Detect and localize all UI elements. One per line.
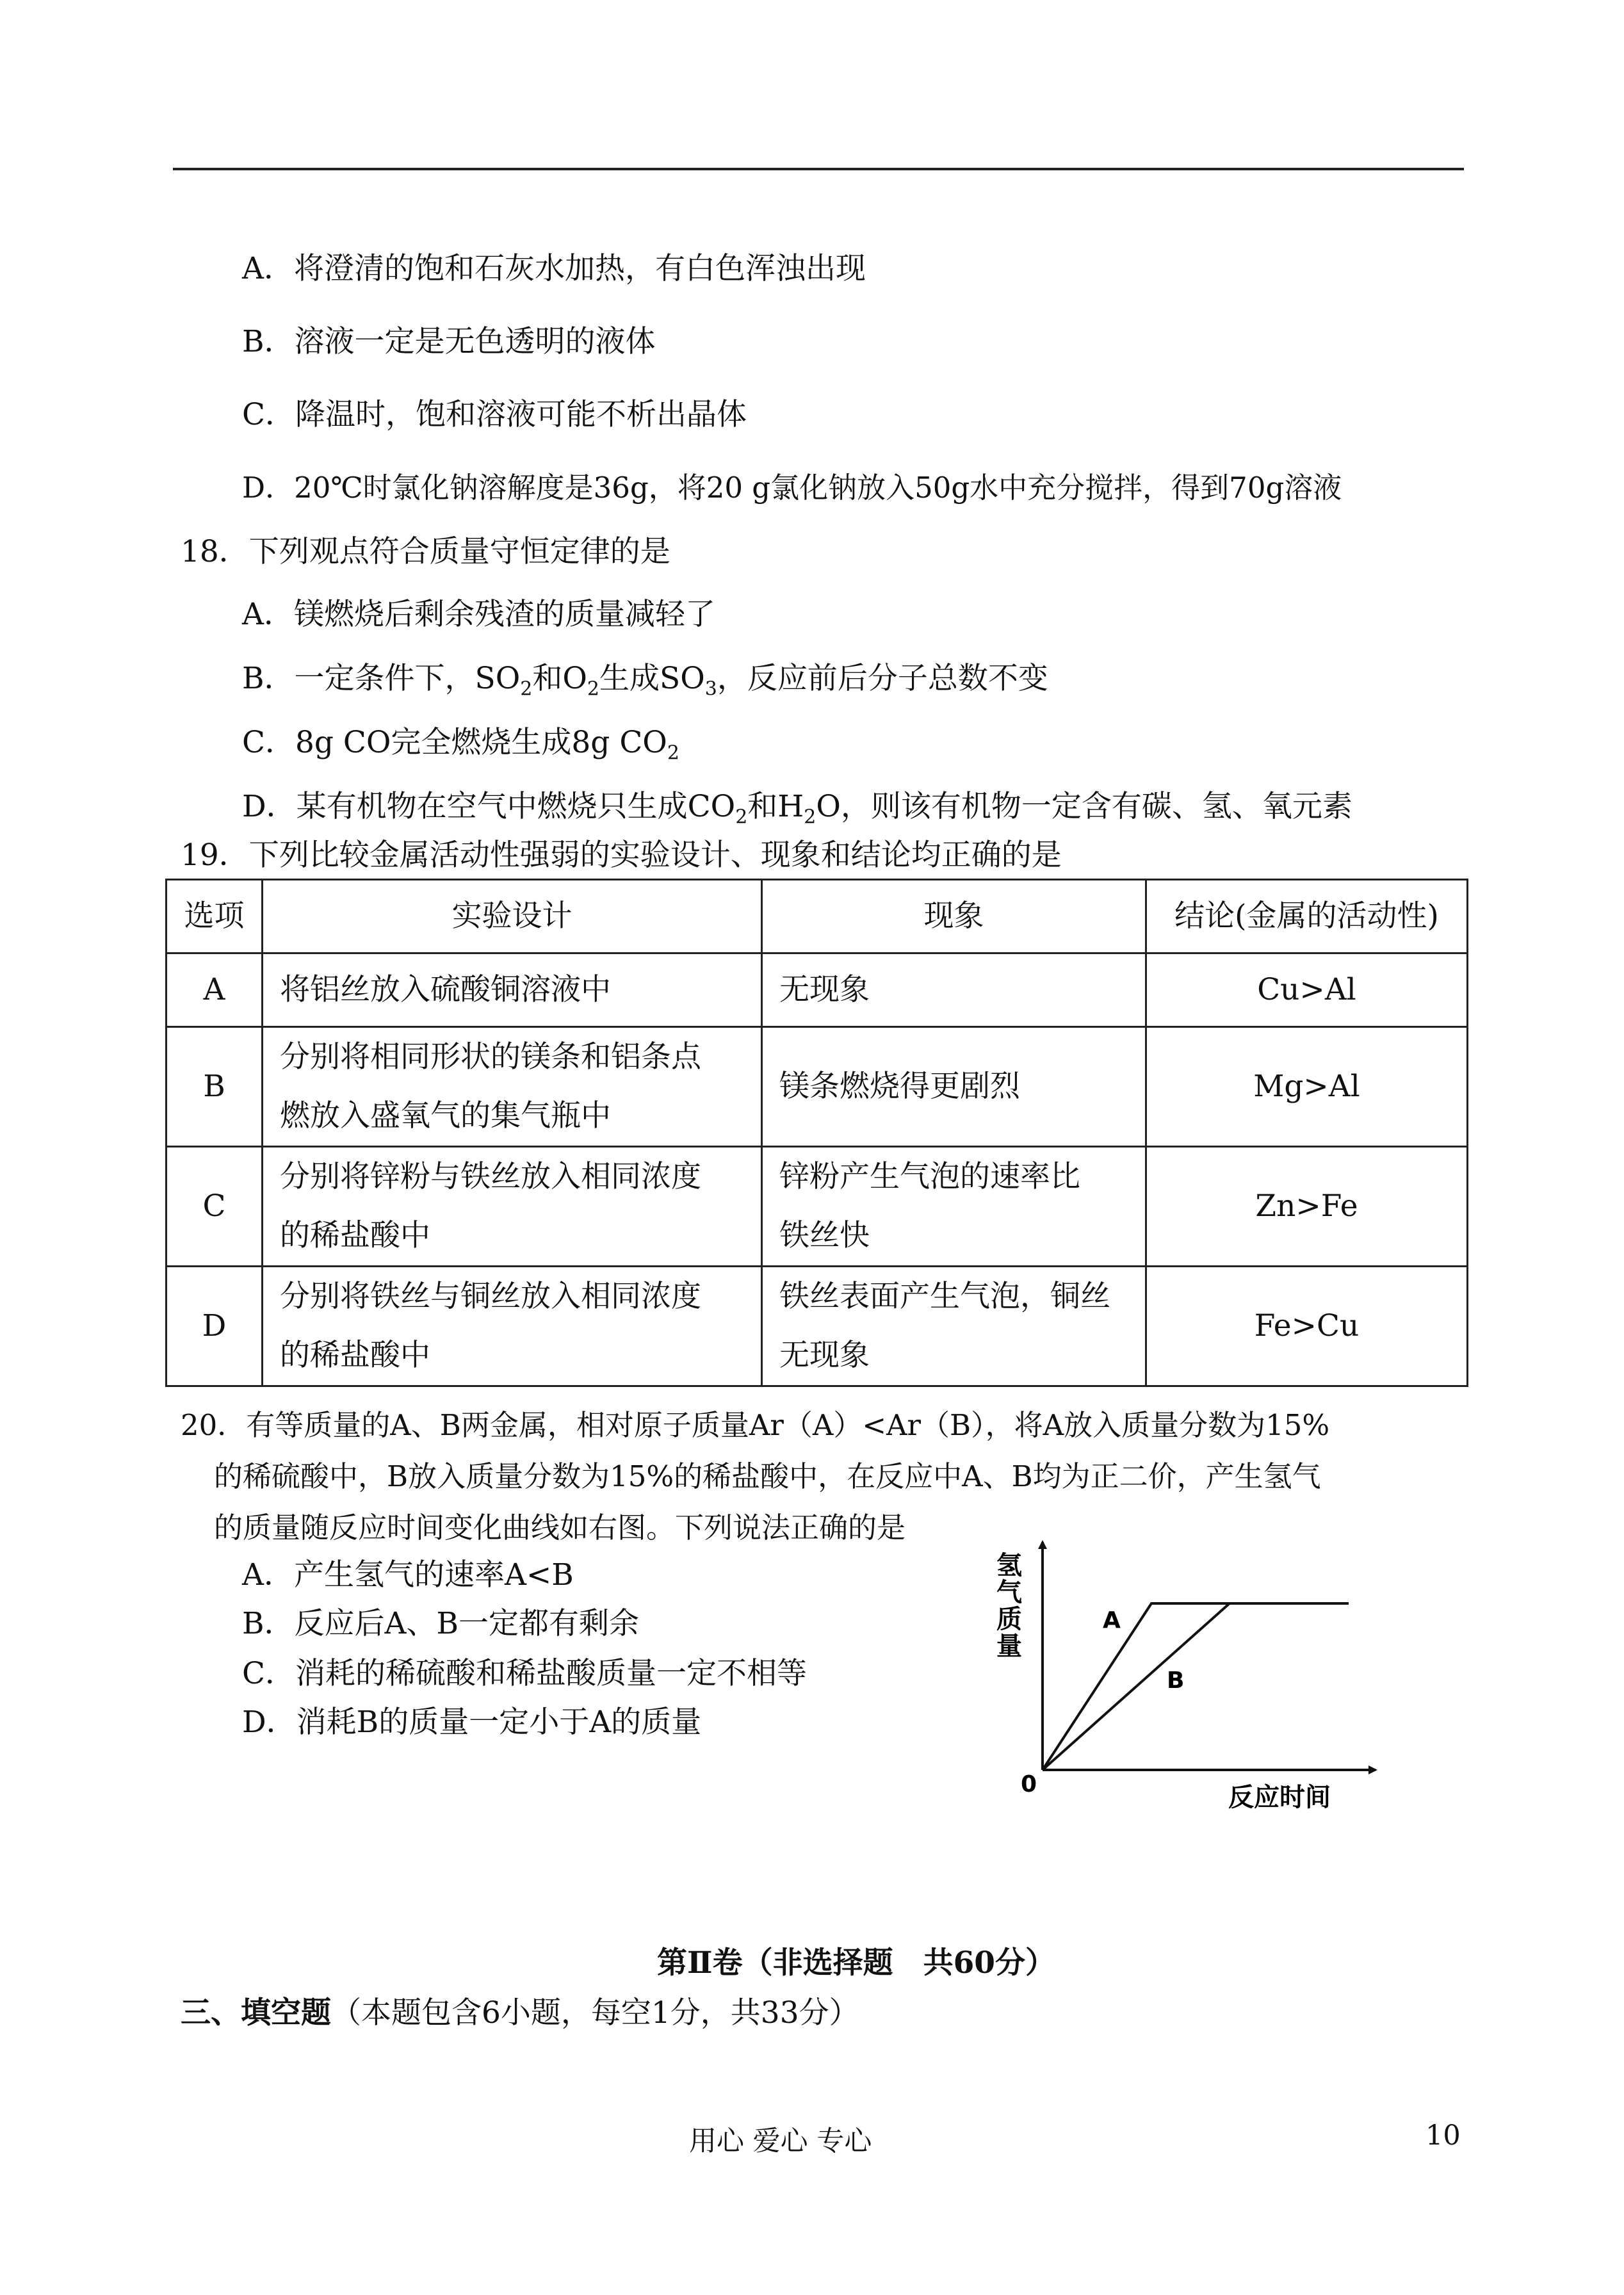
section3-note: （本题包含6小题，每空1分，共33分）	[331, 1995, 859, 2031]
q20-option-b: B．反应后A、B一定都有剩余	[242, 1606, 640, 1641]
q18-option-a: A．镁燃烧后剩余残渣的质量减轻了	[242, 597, 715, 632]
q18-option-c: C．8g CO完全燃烧生成8g $CO_2$	[242, 725, 679, 765]
y-label-char-2: 气	[996, 1578, 1022, 1607]
cell-conclusion: Fe>Cu	[1146, 1267, 1468, 1386]
origin-label: 0	[1021, 1771, 1037, 1797]
curve-a-label: A	[1103, 1607, 1121, 1634]
q17-option-b: B．溶液一定是无色透明的液体	[242, 324, 656, 359]
cell-phenomenon: 铁丝表面产生气泡，铜丝 无现象	[762, 1267, 1146, 1386]
cell-option: D	[166, 1267, 263, 1386]
q20-option-d: D．消耗B的质量一定小于A的质量	[242, 1705, 702, 1740]
table-header-row	[166, 880, 1468, 953]
header-design: 实验设计	[263, 880, 762, 953]
header-conclusion: 结论(金属的活动性)	[1146, 880, 1468, 953]
q20-stem-line-1: 20．有等质量的A、B两金属，相对原子质量Ar（A）<Ar（B），将A放入质量分数为15%	[181, 1408, 1330, 1442]
cell-option: A	[166, 953, 263, 1027]
q19-stem: 19．下列比较金属活动性强弱的实验设计、现象和结论均正确的是	[181, 838, 1062, 873]
header-option: 选项	[166, 880, 263, 953]
cell-design: 分别将锌粉与铁丝放入相同浓度 的稀盐酸中	[263, 1147, 762, 1267]
curve-b-label: B	[1167, 1667, 1185, 1694]
cell-design: 将铝丝放入硫酸铜溶液中	[263, 953, 762, 1027]
x-axis-label: 反应时间	[1228, 1783, 1331, 1812]
y-label-char-4: 量	[996, 1632, 1022, 1661]
cell-conclusion: Cu>Al	[1146, 953, 1468, 1027]
curve-a	[1043, 1603, 1349, 1770]
cell-option: C	[166, 1147, 263, 1267]
cell-design: 分别将相同形状的镁条和铝条点 燃放入盛氧气的集气瓶中	[263, 1027, 762, 1147]
table-row	[166, 953, 1468, 1027]
section3-title: 三、填空题	[181, 1995, 331, 2031]
y-label-char-1: 氢	[996, 1551, 1022, 1580]
table-row	[166, 1267, 1468, 1386]
q17-option-a: A．将澄清的饱和石灰水加热，有白色浑浊出现	[242, 251, 866, 286]
hydrogen-mass-graph	[984, 1528, 1406, 1829]
q18-option-d: D．某有机物在空气中燃烧只生成$CO_2$和$H_2O$，则该有机物一定含有碳、氢、氧元素	[242, 789, 1352, 829]
footer-slogan: 用心 爱心 专心	[689, 2125, 872, 2157]
cell-conclusion: Zn>Fe	[1146, 1147, 1468, 1267]
table-row	[166, 1027, 1468, 1147]
cell-option: B	[166, 1027, 263, 1147]
q20-stem-line-3: 的质量随反应时间变化曲线如右图。下列说法正确的是	[214, 1511, 906, 1545]
cell-design: 分别将铁丝与铜丝放入相同浓度 的稀盐酸中	[263, 1267, 762, 1386]
cell-conclusion: Mg>Al	[1146, 1027, 1468, 1147]
page-number: 10	[1425, 2120, 1461, 2152]
q17-option-c: C．降温时，饱和溶液可能不析出晶体	[242, 397, 747, 432]
header-phenomenon: 现象	[762, 880, 1146, 953]
section3-heading	[181, 1994, 859, 2032]
part2-title: 第Ⅱ卷（非选择题 共60分）	[657, 1945, 1056, 1981]
q19-table	[165, 879, 1468, 1387]
table-row	[166, 1147, 1468, 1267]
q20-option-a: A．产生氢气的速率A<B	[242, 1557, 574, 1593]
q18-stem: 18．下列观点符合质量守恒定律的是	[181, 534, 670, 569]
q20-stem-line-2: 的稀硫酸中，B放入质量分数为15%的稀盐酸中，在反应中A、B均为正二价，产生氢气	[214, 1459, 1321, 1493]
q20-option-c: C．消耗的稀硫酸和稀盐酸质量一定不相等	[242, 1656, 807, 1691]
cell-phenomenon: 锌粉产生气泡的速率比 铁丝快	[762, 1147, 1146, 1267]
cell-phenomenon: 镁条燃烧得更剧烈	[762, 1027, 1146, 1147]
q18-option-b: B．一定条件下，$SO_2$和$O_2$生成$SO_3$，反应前后分子总数不变	[242, 661, 1048, 701]
q17-option-d: D．20℃时氯化钠溶解度是36g，将20 g氯化钠放入50g水中充分搅拌，得到70g溶液	[242, 471, 1342, 505]
cell-phenomenon: 无现象	[762, 953, 1146, 1027]
y-label-char-3: 质	[996, 1605, 1022, 1634]
header-rule	[173, 168, 1464, 170]
